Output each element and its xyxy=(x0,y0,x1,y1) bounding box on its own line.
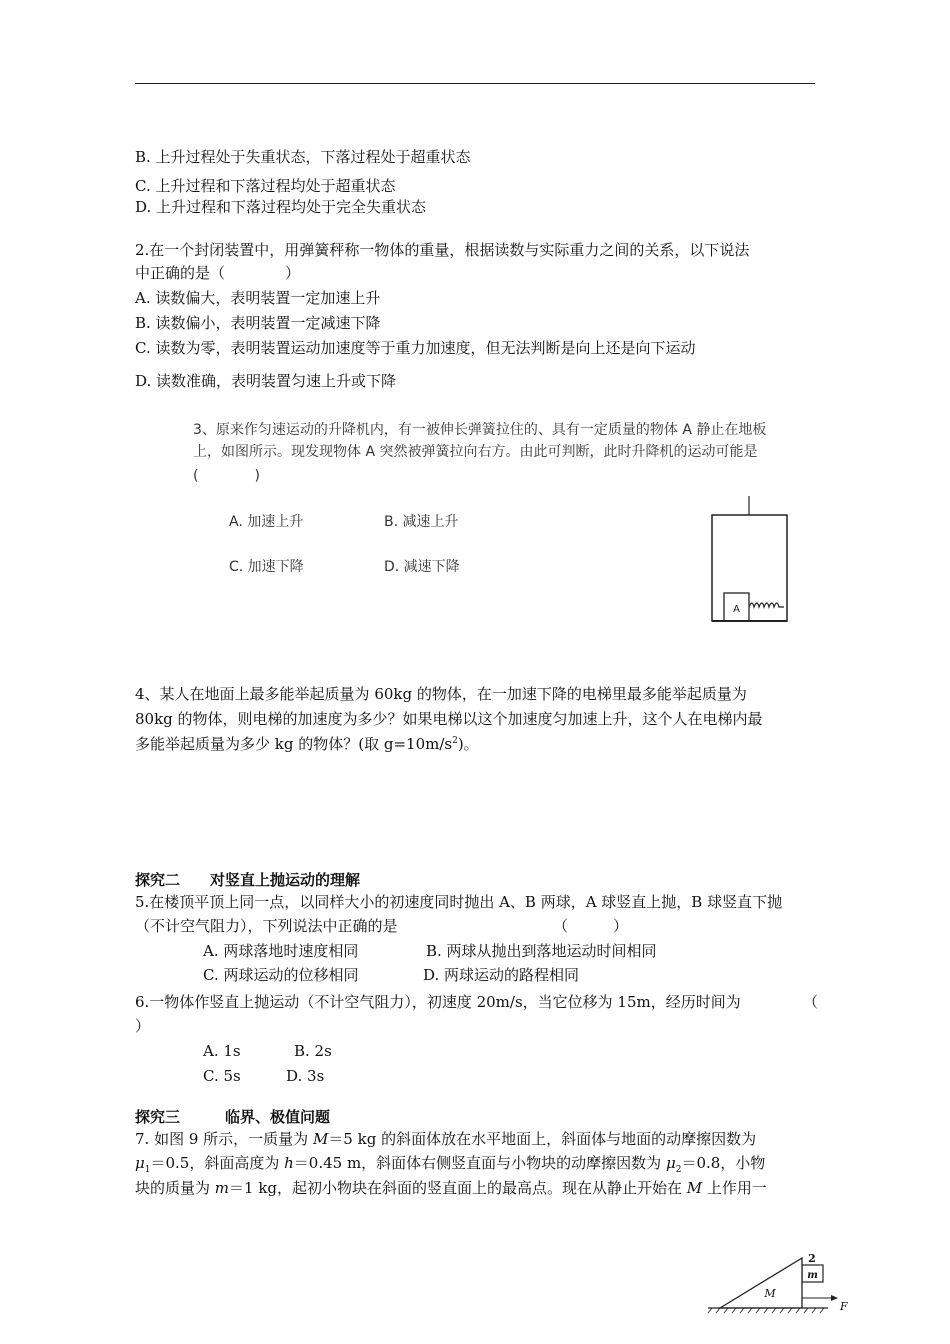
q3-option-b: B. 减速上升 xyxy=(384,514,459,530)
q6-stem-line-1: 6.一物体作竖直上抛运动（不计空气阻力），初速度 20m/s，当它位移为 15m，经历时间为 xyxy=(135,993,741,1011)
q5-option-a: A. 两球落地时速度相同 xyxy=(203,942,359,960)
q7-l1-a: 7. 如图 9 所示，一质量为 xyxy=(135,1130,313,1148)
q7-var-M: M xyxy=(312,1130,329,1148)
incline-figure xyxy=(706,1250,856,1314)
q4-line-3-text: 多能举起质量为多少 kg 的物体？(取 g=10m/s xyxy=(135,735,453,753)
q7-mu1-sub: 1 xyxy=(144,1165,151,1175)
q3-stem-line-1: 3、原来作匀速运动的升降机内，有一被伸长弹簧拉住的、具有一定质量的物体 A 静止在地板 xyxy=(193,422,767,438)
q7-mu1: μ xyxy=(135,1154,145,1172)
q6-option-a: A. 1s xyxy=(203,1042,241,1060)
section-2-title: 探究二 对竖直上抛运动的理解 xyxy=(135,871,361,889)
q7-var-m: m xyxy=(214,1179,230,1197)
q5-answer-bracket: （ ） xyxy=(553,917,629,935)
q1-option-c: C. 上升过程和下落过程均处于超重状态 xyxy=(135,177,396,195)
q7-mu2: μ xyxy=(665,1154,676,1172)
q7-line-2 xyxy=(135,1153,765,1173)
q3-option-c: C. 加速下降 xyxy=(229,559,304,575)
q5-option-d: D. 两球运动的路程相同 xyxy=(423,966,580,984)
q7-var-M2: M xyxy=(686,1179,703,1197)
q7-line-3 xyxy=(135,1178,767,1198)
incline-M-label: M xyxy=(764,1287,776,1300)
q2-option-a: A. 读数偏大，表明装置一定加速上升 xyxy=(135,289,381,307)
q7-mu2-sub: 2 xyxy=(675,1165,682,1175)
q4-line-2: 80kg 的物体，则电梯的加速度为多少？如果电梯以这个加速度匀加速上升，这个人在电梯内最 xyxy=(135,710,763,728)
q5-stem-line-2: （不计空气阻力），下列说法中正确的是 xyxy=(135,917,398,935)
q6-bracket-close: ） xyxy=(135,1017,151,1035)
q7-var-h: h xyxy=(284,1154,294,1172)
section-3-title: 探究三 临界、极值问题 xyxy=(135,1108,331,1126)
q5-option-c: C. 两球运动的位移相同 xyxy=(203,966,359,984)
q7-l2-a: ＝0.5，斜面高度为 xyxy=(150,1154,285,1172)
q3-stem-line-3: ( ) xyxy=(193,468,260,484)
q3-option-a: A. 加速上升 xyxy=(229,514,304,530)
force-F-label: F xyxy=(840,1300,848,1313)
q2-option-c: C. 读数为零，表明装置运动加速度等于重力加速度，但无法判断是向上还是向下运动 xyxy=(135,339,696,357)
q6-bracket-open: （ xyxy=(803,993,819,1011)
elevator-figure xyxy=(700,494,800,626)
q2-stem-line-2: 中正确的是（ ） xyxy=(135,264,301,282)
q7-l3-c: 上作用一 xyxy=(702,1179,767,1197)
q7-l3-b: ＝1 kg，起初小物块在斜面的竖直面上的最高点。现在从静止开始在 xyxy=(229,1179,687,1197)
q5-stem-line-1: 5.在楼顶平顶上同一点，以同样大小的初速度同时抛出 A、B 两球，A 球竖直上抛，B 球竖直下抛 xyxy=(135,893,783,911)
q2-option-d: D. 读数准确，表明装置匀速上升或下降 xyxy=(135,372,397,390)
q7-line-1 xyxy=(135,1129,756,1149)
q6-option-d: D. 3s xyxy=(286,1067,325,1085)
q1-option-b: B. 上升过程处于失重状态，下落过程处于超重状态 xyxy=(135,148,471,166)
q4-exponent: 2 xyxy=(452,736,458,746)
block-m-label: m xyxy=(807,1270,818,1281)
q5-option-b: B. 两球从抛出到落地运动时间相同 xyxy=(426,942,657,960)
q2-option-b: B. 读数偏小，表明装置一定减速下降 xyxy=(135,314,381,332)
q2-stem-line-1: 2.在一个封闭装置中，用弹簧秤称一物体的重量，根据读数与实际重力之间的关系，以下说法 xyxy=(135,241,750,259)
q7-l1-b: ＝5 kg 的斜面体放在水平地面上，斜面体与地面的动摩擦因数为 xyxy=(328,1130,757,1148)
q1-option-d: D. 上升过程和下落过程均处于完全失重状态 xyxy=(135,198,427,216)
q7-l3-a: 块的质量为 xyxy=(135,1179,215,1197)
figure-block-label: A xyxy=(733,604,740,615)
q6-option-b: B. 2s xyxy=(294,1042,332,1060)
q3-stem-line-2: 上，如图所示。现发现物体 A 突然被弹簧拉向右方。由此可判断，此时升降机的运动可能是 xyxy=(193,444,758,460)
q4-line-3-end: )。 xyxy=(457,735,479,753)
header-rule xyxy=(135,83,815,84)
q7-l2-b: ＝0.45 m，斜面体右侧竖直面与小物块的动摩擦因数为 xyxy=(293,1154,666,1172)
q4-line-3 xyxy=(135,734,479,754)
q3-option-d: D. 减速下降 xyxy=(384,559,460,575)
q6-option-c: C. 5s xyxy=(203,1067,241,1085)
figure-number-label: 2 xyxy=(808,1252,816,1265)
q4-line-1: 4、某人在地面上最多能举起质量为 60kg 的物体，在一加速下降的电梯里最多能举起质量为 xyxy=(135,685,747,703)
q7-l2-c: ＝0.8，小物 xyxy=(681,1154,766,1172)
